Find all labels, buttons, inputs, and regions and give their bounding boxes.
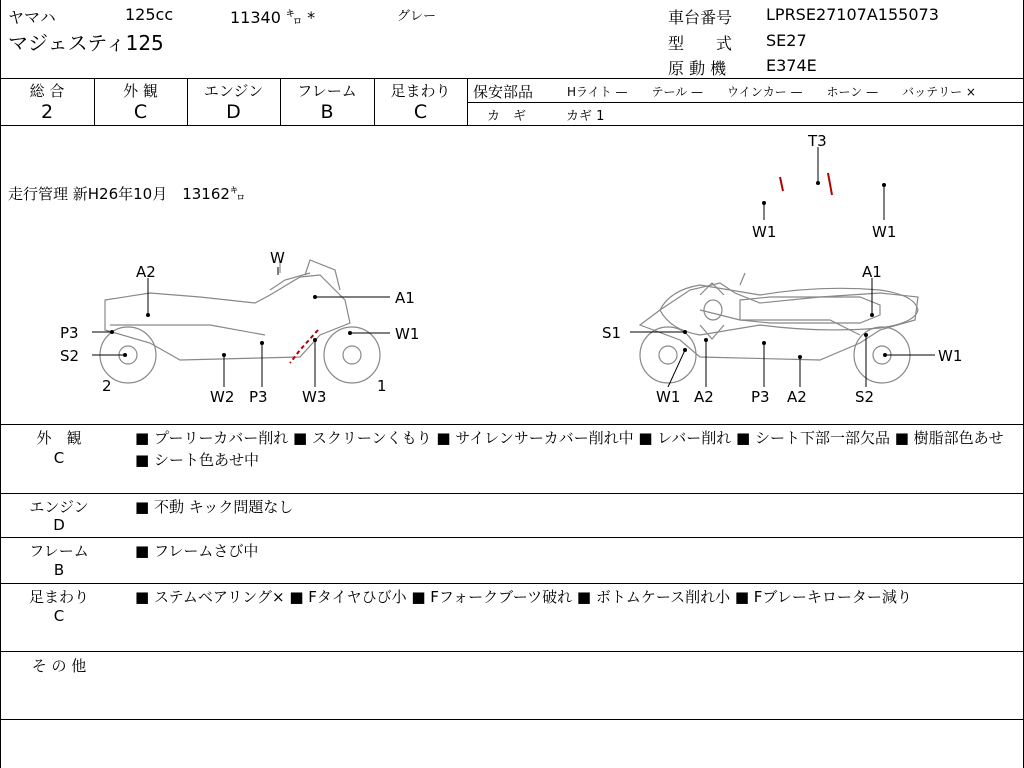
section-engine-text: ■ 不動 キック問題なし (135, 498, 294, 516)
divider (0, 424, 1024, 425)
section-exterior-label: 外 観 (36, 429, 82, 447)
engine-type: E374E (766, 56, 817, 75)
grade-overall-value: 2 (40, 101, 54, 123)
grade-exterior-label: 外 観 (123, 82, 158, 100)
diagram-label: A1 (395, 289, 415, 307)
safety-parts-list: Hライト — テール — ウインカー — ホーン — バッテリー × (567, 85, 976, 99)
divider (0, 78, 1024, 79)
frame-number-label: 車台番号 (668, 8, 733, 27)
diagram-label: A2 (787, 388, 807, 406)
grade-overall-label: 総 合 (29, 82, 65, 100)
diagram-label: W1 (656, 388, 681, 406)
grade-engine-value: D (226, 101, 241, 123)
divider (0, 493, 1024, 494)
grade-suspension-label: 足まわり (390, 82, 451, 100)
section-frame-text: ■ フレームさび中 (135, 542, 259, 560)
grade-exterior-value: C (133, 101, 148, 123)
diagram-label: W3 (302, 388, 327, 406)
engine-type-label: 原 動 機 (668, 59, 727, 78)
section-engine-grade: D (53, 516, 65, 534)
diagram-label: W1 (872, 223, 897, 241)
diagram-label: W1 (395, 325, 420, 343)
diagram-label: A1 (862, 263, 882, 281)
diagram-label: A2 (136, 263, 156, 281)
divider (0, 583, 1024, 584)
frame-number: LPRSE27107A155073 (766, 5, 939, 24)
safety-parts-label: 保安部品 (473, 83, 534, 101)
key-count: カギ 1 (566, 109, 605, 124)
damage-diagram (0, 125, 1024, 425)
divider (467, 102, 1024, 103)
section-frame-grade: B (53, 561, 65, 579)
section-engine-label: エンジン (29, 498, 89, 516)
key-label: カ ギ (487, 109, 527, 124)
grade-frame-label: フレーム (297, 82, 357, 100)
vehicle-color: グレー (397, 9, 437, 24)
diagram-label: S2 (855, 388, 875, 406)
divider (0, 651, 1024, 652)
diagram-label: P3 (249, 388, 268, 406)
diagram-label: W (270, 249, 285, 267)
section-other-label: そ の 他 (31, 657, 87, 675)
section-suspension-grade: C (53, 607, 65, 625)
mileage-note: 走行管理 新H26年10月 13162㌔ (8, 185, 245, 203)
mileage-value: 11340 ㌔ * (230, 8, 316, 27)
diagram-label: 2 (102, 377, 112, 395)
diagram-label: T3 (808, 132, 827, 150)
grade-suspension-value: C (413, 101, 428, 123)
diagram-label: 1 (377, 377, 387, 395)
grade-engine-label: エンジン (203, 82, 264, 100)
diagram-label: W1 (752, 223, 777, 241)
diagram-label: W2 (210, 388, 235, 406)
diagram-label: S2 (60, 347, 80, 365)
diagram-label: P3 (751, 388, 770, 406)
model-type: SE27 (766, 31, 807, 50)
divider (0, 537, 1024, 538)
divider (0, 719, 1024, 720)
diagram-label: W1 (938, 347, 963, 365)
section-suspension-label: 足まわり (28, 588, 89, 606)
diagram-label: A2 (694, 388, 714, 406)
grade-frame-value: B (320, 101, 334, 123)
model-type-label: 型 式 (668, 34, 733, 53)
section-exterior-text: ■ プーリーカバー削れ ■ スクリーンくもり ■ サイレンサーカバー削れ中 ■ レバー削れ ■ シート下部一部欠品 ■ 樹脂部色あせ ■ シート色あせ中 (135, 429, 1004, 469)
section-frame-label: フレーム (29, 542, 89, 560)
diagram-label: P3 (60, 324, 79, 342)
model-name: マジェスティ125 (8, 31, 164, 55)
maker-name: ヤマハ (8, 8, 56, 27)
engine-cc: 125cc (125, 5, 174, 24)
section-exterior-grade: C (53, 449, 65, 467)
section-suspension-text: ■ ステムベアリング× ■ Fタイヤひび小 ■ Fフォークブーツ破れ ■ ボトムケース削れ小 ■ Fブレーキローター減り (135, 588, 912, 606)
diagram-label: S1 (602, 324, 622, 342)
divider (467, 78, 468, 125)
